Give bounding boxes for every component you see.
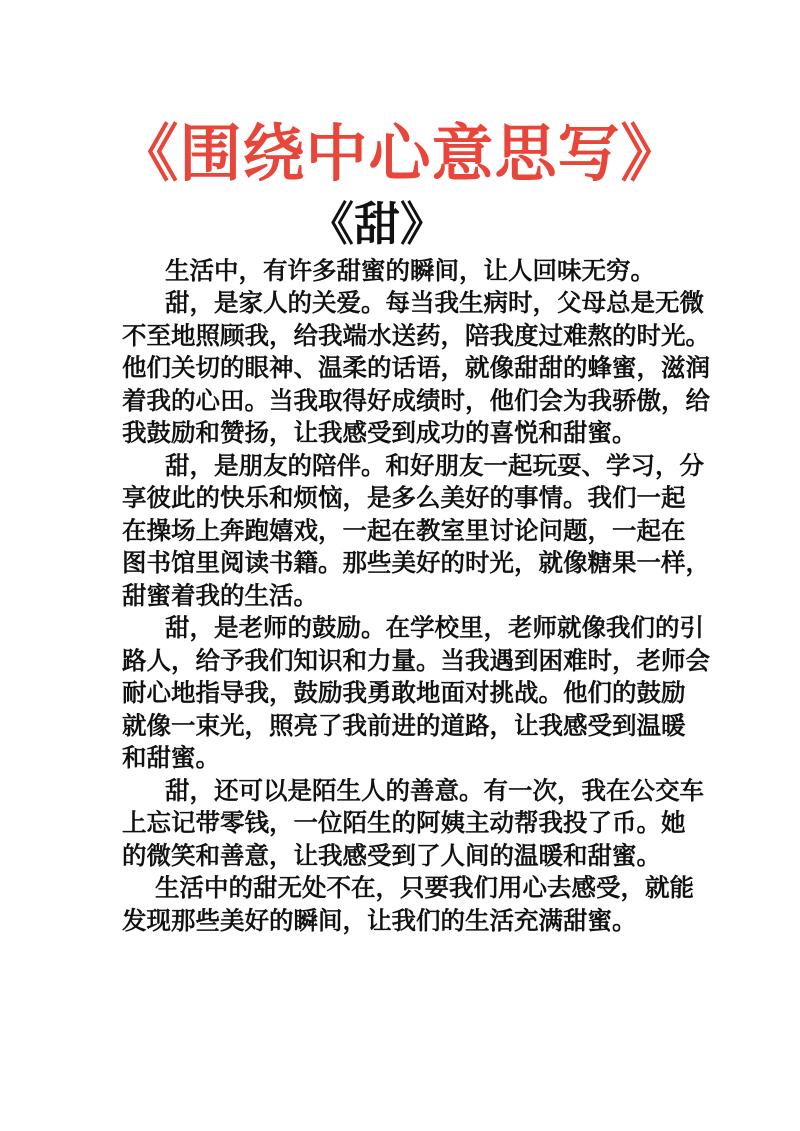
paragraph-line: 生活中的甜无处不在，只要我们用心去感受，就能	[155, 873, 694, 902]
paragraph-line: 生活中，有许多甜蜜的瞬间，让人回味无穷。	[165, 256, 655, 285]
paragraph-line: 在操场上奔跑嬉戏，一起在教室里讨论问题，一起在	[122, 516, 686, 545]
paragraph-line: 甜，还可以是陌生人的善意。有一次，我在公交车	[165, 776, 704, 805]
paragraph-line: 图书馆里阅读书籍。那些美好的时光，就像糖果一样，	[122, 548, 710, 577]
paragraph-line: 耐心地指导我，鼓励我勇敢地面对挑战。他们的鼓励	[122, 678, 686, 707]
paragraph-line: 和甜蜜。	[122, 743, 220, 772]
paragraph-line: 甜，是朋友的陪伴。和好朋友一起玩耍、学习，分	[165, 451, 704, 480]
paragraph-line: 他们关切的眼神、温柔的话语，就像甜甜的蜂蜜，滋润	[122, 353, 710, 382]
paragraph-line: 甜蜜着我的生活。	[122, 581, 318, 610]
paragraph-line: 甜，是老师的鼓励。在学校里，老师就像我们的引	[165, 613, 704, 642]
paragraph-line: 路人，给予我们知识和力量。当我遇到困难时，老师会	[122, 646, 710, 675]
paragraph-line: 我鼓励和赞扬，让我感受到成功的喜悦和甜蜜。	[122, 418, 637, 447]
paragraph-line: 就像一束光，照亮了我前进的道路，让我感受到温暖	[122, 711, 686, 740]
paragraph-line: 着我的心田。当我取得好成绩时，他们会为我骄傲，给	[122, 386, 710, 415]
paragraph-line: 享彼此的快乐和烦恼，是多么美好的事情。我们一起	[122, 483, 686, 512]
essay-title: 《甜》	[308, 197, 446, 251]
paragraph-line: 发现那些美好的瞬间，让我们的生活充满甜蜜。	[122, 906, 637, 935]
paragraph-line: 甜，是家人的关爱。每当我生病时，父母总是无微	[165, 288, 704, 317]
page-title: 《围绕中心意思写》	[116, 117, 684, 190]
paragraph-line: 上忘记带零钱，一位陌生的阿姨主动帮我投了币。她	[122, 808, 686, 837]
paragraph-line: 的微笑和善意，让我感受到了人间的温暖和甜蜜。	[122, 841, 661, 870]
paragraph-line: 不至地照顾我，给我端水送药，陪我度过难熬的时光。	[122, 321, 710, 350]
